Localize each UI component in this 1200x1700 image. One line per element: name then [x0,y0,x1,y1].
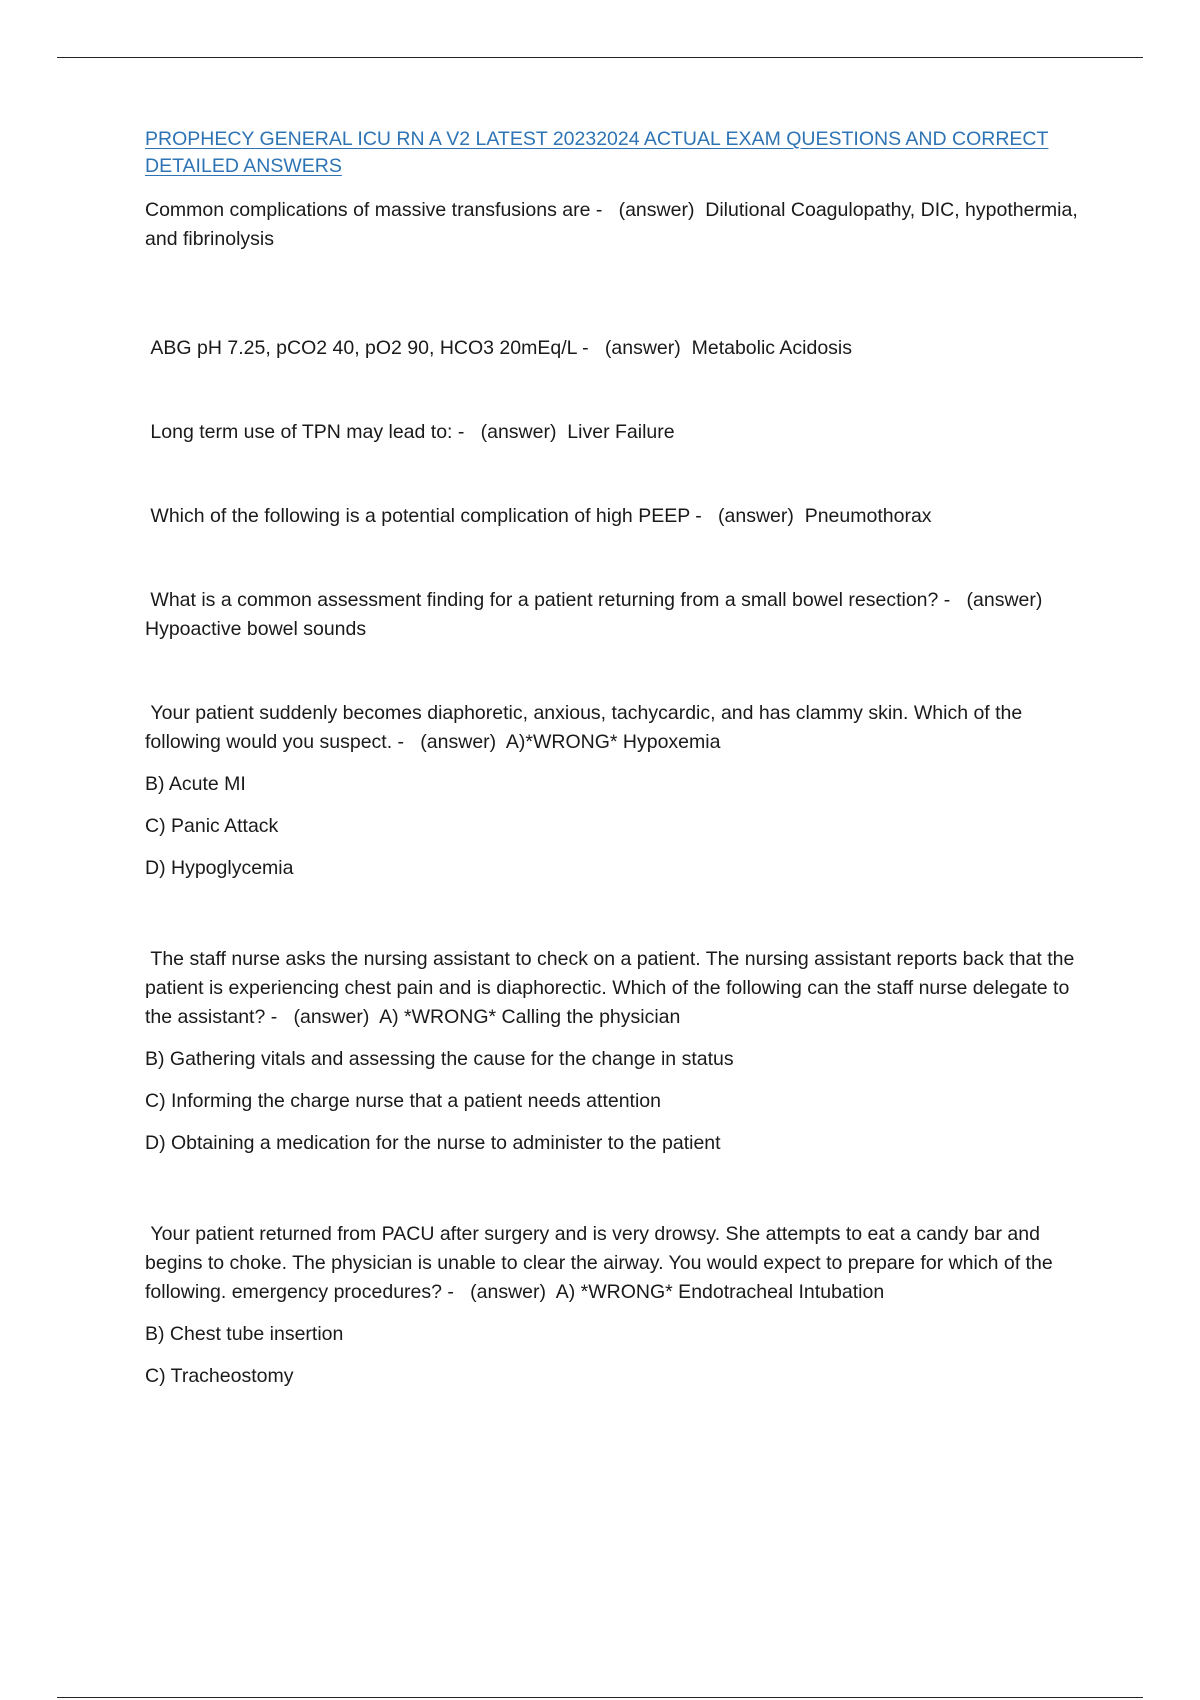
question-text: ABG pH 7.25, pCO2 40, pO2 90, HCO3 20mEq/L - (answer) Metabolic Acidosis [145,337,853,359]
question-text: Which of the following is a potential complication of high PEEP - (answer) Pneumothorax [145,505,932,527]
answer-option: C) Informing the charge nurse that a patient needs attention [145,1090,661,1112]
question-text: Your patient suddenly becomes diaphoretic, anxious, tachycardic, and has clammy skin. Which of the following would you suspect. - (answer) A)*WRONG* Hypoxemia [145,702,1028,753]
header-rule [57,57,1143,58]
question-text: The staff nurse asks the nursing assistant to check on a patient. The nursing assistant reports back that the patient is experiencing chest pain and is diaphorectic. Which of the following can the staff nurse delegate to the assistant? - (answer) A) *WRONG* Calling the physician [145,948,1080,1028]
answer-option: D) Hypoglycemia [145,857,294,879]
qa-item [145,418,1085,447]
answer-option: C) Tracheostomy [145,1365,294,1387]
question-text: What is a common assessment finding for a patient returning from a small bowel resection? - (answer) Hypoactive bowel sounds [145,589,1048,640]
qa-item [145,196,1085,254]
question-text: Common complications of massive transfusions are - (answer) Dilutional Coagulopathy, DIC, hypothermia, and fibrinolysis [145,199,1084,250]
qa-item [145,945,1085,1158]
qa-item [145,1220,1085,1391]
answer-option: B) Acute MI [145,773,246,795]
document-body [145,126,1085,1391]
question-text: Long term use of TPN may lead to: - (answer) Liver Failure [145,421,675,443]
footer-rule [57,1697,1143,1698]
qa-item [145,502,1085,531]
answer-option: D) Obtaining a medication for the nurse to administer to the patient [145,1132,721,1154]
document-title[interactable]: PROPHECY GENERAL ICU RN A V2 LATEST 20232024 ACTUAL EXAM QUESTIONS AND CORRECT DETAILED ANSWERS [145,128,1049,177]
answer-option: B) Chest tube insertion [145,1323,344,1345]
answer-option: B) Gathering vitals and assessing the cause for the change in status [145,1048,734,1070]
qa-item [145,334,1085,363]
answer-option: C) Panic Attack [145,815,279,837]
qa-item [145,699,1085,883]
question-text: Your patient returned from PACU after surgery and is very drowsy. She attempts to eat a candy bar and begins to choke. The physician is unable to clear the airway. You would expect to prepare for which of the following. emergency procedures? - (answer) A) *WRONG* Endotracheal Intubation [145,1223,1059,1303]
qa-item [145,586,1085,644]
